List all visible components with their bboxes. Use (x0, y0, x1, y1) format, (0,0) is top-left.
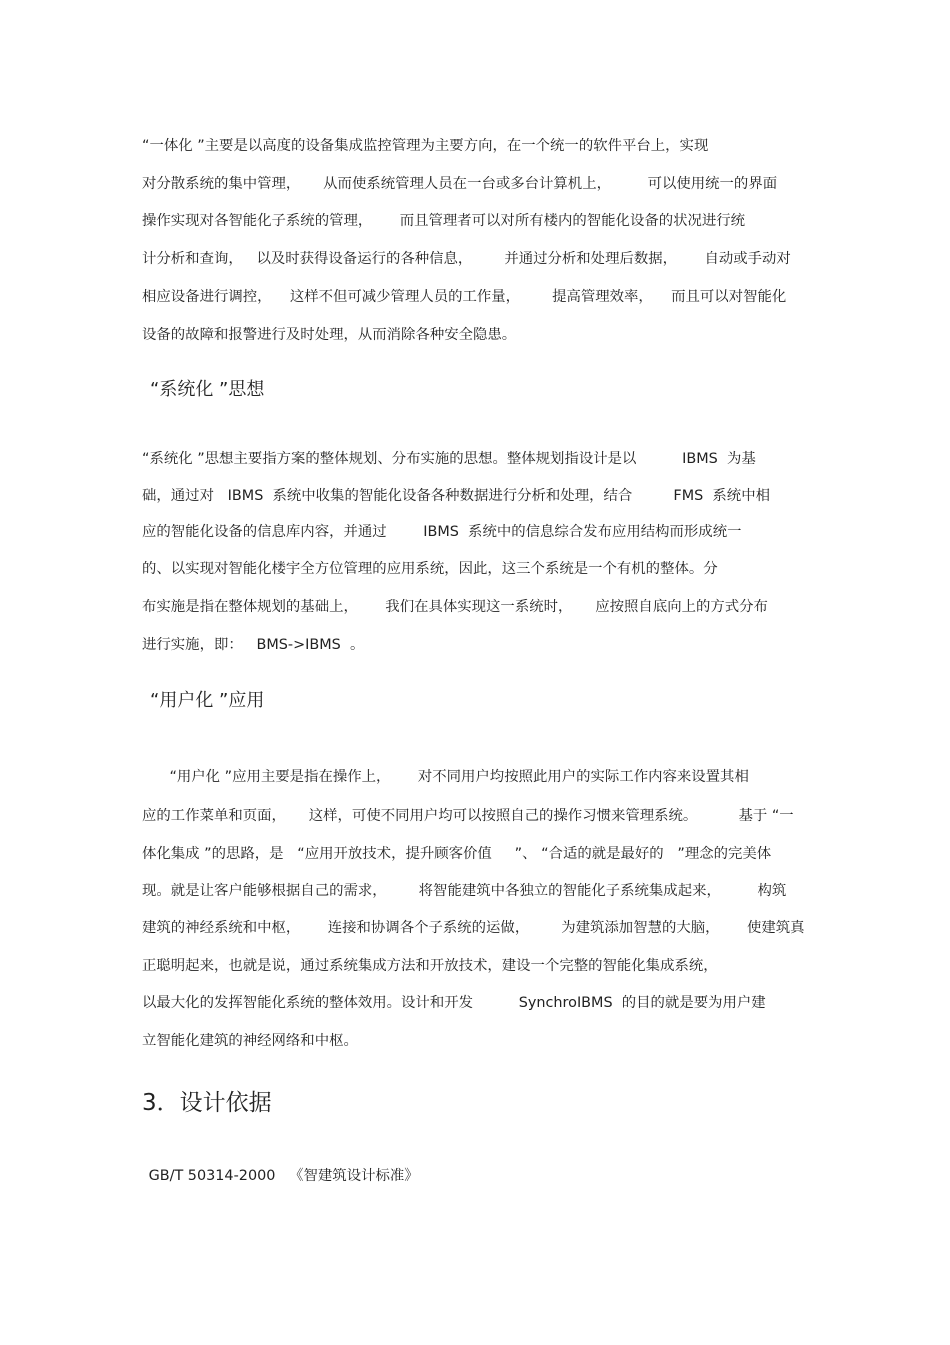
text-line: 立智能化建筑的神经网络和中枢。 (142, 1033, 358, 1049)
text-line: 体化集成 ”的思路，是 “应用开放技术，提升顾客价值 ”、 “合适的就是最好的 ”理念的完美体 (142, 846, 772, 862)
heading-user-application: “用户化 ”应用 (150, 690, 265, 711)
text-line: 现。就是让客户能够根据自己的需求， 将智能建筑中各独立的智能化子系统集成起来， 构筑 (142, 883, 787, 899)
text-line: 的、以实现对智能化楼宇全方位管理的应用系统，因此，这三个系统是一个有机的整体。分 (142, 561, 718, 577)
text-line: 建筑的神经系统和中枢， 连接和协调各个子系统的运做， 为建筑添加智慧的大脑， 使建筑真 (142, 920, 805, 936)
text-line: 对分散系统的集中管理， 从而使系统管理人员在一台或多台计算机上， 可以使用统一的界面 (142, 176, 778, 192)
text-line: 操作实现对各智能化子系统的管理， 而且管理者可以对所有楼内的智能化设备的状况进行统 (142, 213, 746, 229)
text-line: “系统化 ”思想主要指方案的整体规划、分布实施的思想。整体规划指设计是以 IBMS 为基 (142, 451, 756, 467)
text-line: 正聪明起来，也就是说，通过系统集成方法和开放技术，建设一个完整的智能化集成系统， (142, 958, 718, 974)
text-line: 设备的故障和报警进行及时处理，从而消除各种安全隐患。 (142, 327, 517, 343)
text-line: 以最大化的发挥智能化系统的整体效用。设计和开发 SynchroIBMS 的目的就是要为用户建 (142, 995, 766, 1011)
text-line: 应的智能化设备的信息库内容，并通过 IBMS 系统中的信息综合发布应用结构而形成统一 (142, 524, 742, 540)
text-line: “一体化 ”主要是以高度的设备集成监控管理为主要方向，在一个统一的软件平台上，实现 (142, 138, 709, 154)
text-line: 进行实施，即： BMS->IBMS 。 (142, 637, 365, 653)
text-line: 布实施是指在整体规划的基础上， 我们在具体实现这一系统时， 应按照自底向上的方式分布 (142, 599, 768, 615)
standard-reference: GB/T 50314-2000 《智建筑设计标准》 (144, 1168, 419, 1184)
text-line: 相应设备进行调控， 这样不但可减少管理人员的工作量， 提高管理效率， 而且可以对智能化 (142, 289, 787, 305)
heading-systematization: “系统化 ”思想 (150, 379, 265, 400)
text-line: 计分析和查询， 以及时获得设备运行的各种信息， 并通过分析和处理后数据， 自动或手动对 (142, 251, 791, 267)
section-heading-design-basis: 3．设计依据 (142, 1090, 272, 1116)
text-line: 础，通过对 IBMS 系统中收集的智能化设备各种数据进行分析和处理，结合 FMS 系统中相 (142, 488, 770, 504)
text-line: “用户化 ”应用主要是指在操作上， 对不同用户均按照此用户的实际工作内容来设置其相 (142, 769, 749, 785)
text-line: 应的工作菜单和页面， 这样，可使不同用户均可以按照自己的操作习惯来管理系统。 基于 “一 (142, 808, 794, 824)
